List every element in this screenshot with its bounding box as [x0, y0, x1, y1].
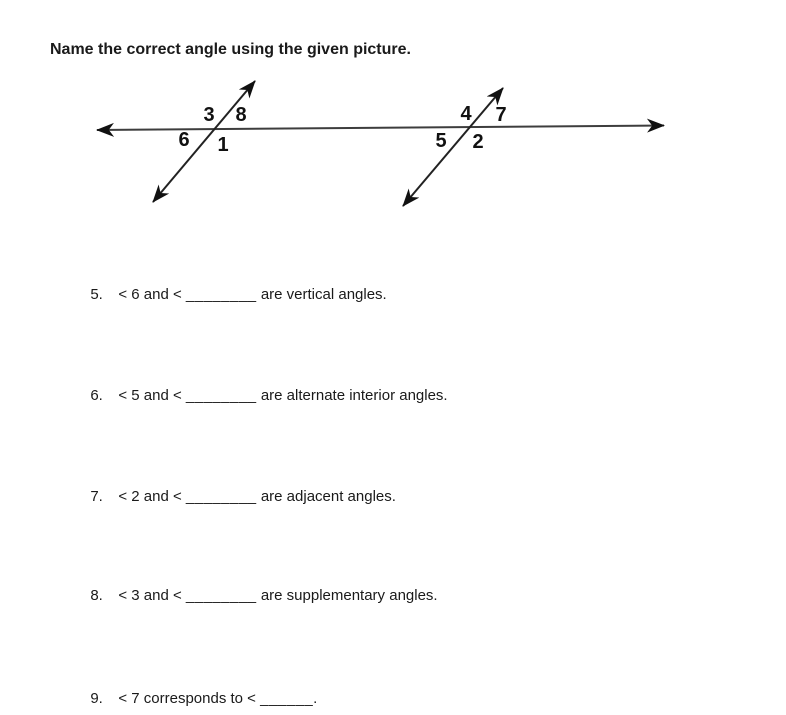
question-post-text: are adjacent angles. [256, 488, 396, 505]
question-row-9 [82, 669, 317, 709]
left-transversal-line [153, 81, 255, 202]
angle-label-1: 1 [217, 134, 229, 156]
question-number: 6. [90, 387, 103, 404]
angle-label-7: 7 [495, 104, 507, 126]
question-row-7 [82, 467, 396, 507]
question-number: 9. [90, 690, 103, 707]
question-pre-text: < 2 and < [118, 488, 186, 505]
angle-label-2: 2 [472, 131, 484, 153]
angle-label-8: 8 [235, 104, 247, 126]
question-pre-text: < 5 and < [118, 387, 186, 404]
question-row-6 [82, 366, 448, 406]
answer-blank[interactable]: ________ [185, 286, 257, 303]
question-pre-text: < 7 corresponds to < [118, 690, 261, 707]
question-post-text: . [313, 690, 318, 707]
question-post-text: are supplementary angles. [256, 587, 438, 604]
question-post-text: are vertical angles. [256, 286, 387, 303]
question-row-5 [82, 265, 387, 305]
question-row-8 [82, 566, 438, 606]
angle-label-6: 6 [178, 129, 190, 151]
question-pre-text: < 6 and < [118, 286, 186, 303]
right-transversal-line [403, 88, 503, 206]
question-number: 8. [90, 587, 103, 604]
angle-label-3: 3 [203, 104, 215, 126]
angles-diagram [0, 0, 786, 235]
answer-blank[interactable]: ________ [185, 387, 257, 404]
question-number: 7. [90, 488, 103, 505]
answer-blank[interactable]: ______ [260, 690, 314, 707]
angle-label-5: 5 [435, 130, 447, 152]
question-number: 5. [90, 286, 103, 303]
angle-label-4: 4 [460, 103, 472, 125]
answer-blank[interactable]: ________ [185, 488, 257, 505]
page-title: Name the correct angle using the given picture. [50, 41, 411, 58]
question-pre-text: < 3 and < [118, 587, 186, 604]
answer-blank[interactable]: ________ [185, 587, 257, 604]
question-post-text: are alternate interior angles. [256, 387, 448, 404]
